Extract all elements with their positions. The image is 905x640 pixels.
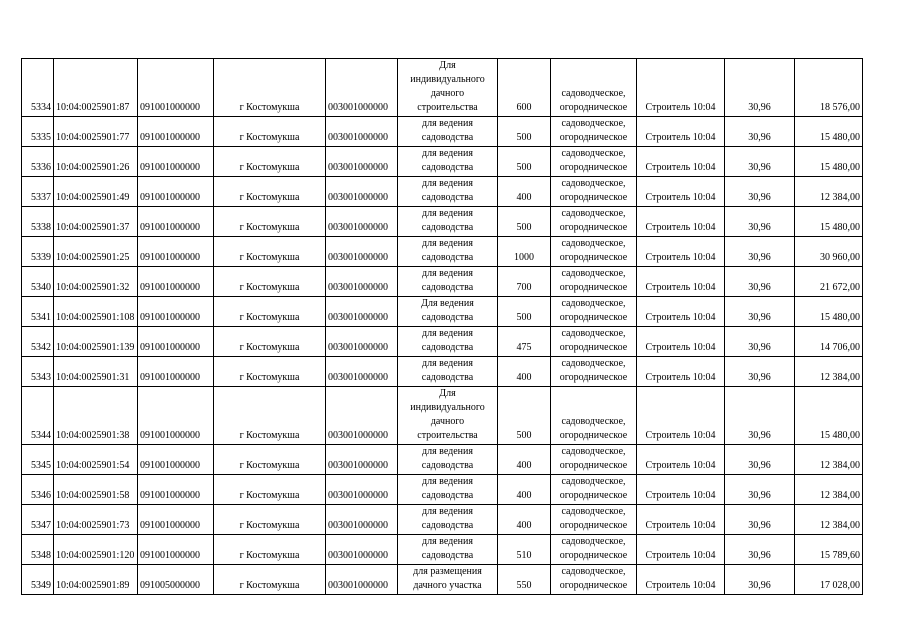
okato-code-cell: 091001000000 — [138, 327, 214, 357]
permitted-use-line: строительства — [417, 430, 478, 441]
cadastral-number-cell: 10:04:0025901:77 — [54, 117, 138, 147]
specific-value-cell: 30,96 — [725, 327, 795, 357]
category-line: садоводческое, — [561, 238, 626, 249]
category-cell — [551, 475, 637, 505]
permitted-use-line: для ведения — [422, 178, 473, 189]
row-number-cell: 5339 — [22, 237, 54, 267]
locality-cell: г Костомукша — [214, 237, 326, 267]
locality-cell: г Костомукша — [214, 445, 326, 475]
district-code-cell: 003001000000 — [326, 445, 398, 475]
category-line: садоводческое, — [561, 328, 626, 339]
permitted-use-line: для ведения — [422, 328, 473, 339]
row-number-cell: 5347 — [22, 505, 54, 535]
specific-value-cell: 30,96 — [725, 237, 795, 267]
specific-value-cell: 30,96 — [725, 117, 795, 147]
okato-code-cell: 091005000000 — [138, 565, 214, 595]
locality-cell: г Костомукша — [214, 535, 326, 565]
locality-cell: г Костомукша — [214, 505, 326, 535]
cadastral-value-cell: 15 480,00 — [795, 147, 863, 177]
okato-code-cell: 091001000000 — [138, 147, 214, 177]
row-number-cell: 5343 — [22, 357, 54, 387]
category-line: огородническое — [559, 550, 628, 561]
category-cell — [551, 59, 637, 117]
permitted-use-cell — [398, 535, 498, 565]
category-cell — [551, 237, 637, 267]
cadastral-number-cell: 10:04:0025901:32 — [54, 267, 138, 297]
area-cell: 510 — [498, 535, 551, 565]
row-number-cell: 5340 — [22, 267, 54, 297]
permitted-use-line: для ведения — [422, 358, 473, 369]
cadastral-number-cell: 10:04:0025901:89 — [54, 565, 138, 595]
cadastral-group-cell: Строитель 10:04 — [637, 117, 725, 147]
row-number-cell: 5346 — [22, 475, 54, 505]
permitted-use-line: для ведения — [422, 238, 473, 249]
area-cell: 400 — [498, 357, 551, 387]
district-code-cell: 003001000000 — [326, 267, 398, 297]
permitted-use-line: Для ведения — [421, 298, 474, 309]
category-cell — [551, 445, 637, 475]
cadastral-group-cell: Строитель 10:04 — [637, 445, 725, 475]
cadastral-value-cell: 15 480,00 — [795, 387, 863, 445]
table-row — [22, 177, 863, 207]
okato-code-cell: 091001000000 — [138, 297, 214, 327]
cadastral-number-cell: 10:04:0025901:139 — [54, 327, 138, 357]
row-number-cell: 5345 — [22, 445, 54, 475]
district-code-cell: 003001000000 — [326, 357, 398, 387]
cadastral-group-cell: Строитель 10:04 — [637, 237, 725, 267]
category-cell — [551, 207, 637, 237]
category-line: огородническое — [559, 282, 628, 293]
cadastral-number-cell: 10:04:0025901:87 — [54, 59, 138, 117]
permitted-use-line: садоводства — [421, 162, 474, 173]
permitted-use-line: строительства — [417, 102, 478, 113]
table-row — [22, 535, 863, 565]
category-cell — [551, 267, 637, 297]
table-row — [22, 207, 863, 237]
specific-value-cell: 30,96 — [725, 535, 795, 565]
district-code-cell: 003001000000 — [326, 297, 398, 327]
district-code-cell: 003001000000 — [326, 147, 398, 177]
area-cell: 500 — [498, 297, 551, 327]
cadastral-number-cell: 10:04:0025901:120 — [54, 535, 138, 565]
category-line: огородническое — [559, 252, 628, 263]
specific-value-cell: 30,96 — [725, 177, 795, 207]
okato-code-cell: 091001000000 — [138, 59, 214, 117]
locality-cell: г Костомукша — [214, 475, 326, 505]
category-line: садоводческое, — [561, 506, 626, 517]
district-code-cell: 003001000000 — [326, 237, 398, 267]
cadastral-number-cell: 10:04:0025901:37 — [54, 207, 138, 237]
row-number-cell: 5348 — [22, 535, 54, 565]
row-number-cell: 5337 — [22, 177, 54, 207]
locality-cell: г Костомукша — [214, 297, 326, 327]
category-line: огородническое — [559, 132, 628, 143]
category-cell — [551, 387, 637, 445]
specific-value-cell: 30,96 — [725, 357, 795, 387]
category-line: огородническое — [559, 102, 628, 113]
district-code-cell: 003001000000 — [326, 387, 398, 445]
category-line: огородническое — [559, 342, 628, 353]
specific-value-cell: 30,96 — [725, 207, 795, 237]
district-code-cell: 003001000000 — [326, 475, 398, 505]
row-number-cell: 5334 — [22, 59, 54, 117]
district-code-cell: 003001000000 — [326, 177, 398, 207]
category-line: огородническое — [559, 312, 628, 323]
cadastral-group-cell: Строитель 10:04 — [637, 147, 725, 177]
table-row — [22, 59, 863, 117]
category-line: садоводческое, — [561, 446, 626, 457]
table-row — [22, 237, 863, 267]
cadastral-value-cell: 12 384,00 — [795, 445, 863, 475]
specific-value-cell: 30,96 — [725, 445, 795, 475]
okato-code-cell: 091001000000 — [138, 267, 214, 297]
category-line: садоводческое, — [561, 208, 626, 219]
cadastral-group-cell: Строитель 10:04 — [637, 207, 725, 237]
cadastral-number-cell: 10:04:0025901:108 — [54, 297, 138, 327]
cadastral-number-cell: 10:04:0025901:26 — [54, 147, 138, 177]
cadastral-group-cell: Строитель 10:04 — [637, 59, 725, 117]
permitted-use-cell — [398, 565, 498, 595]
table-row — [22, 445, 863, 475]
table-row — [22, 505, 863, 535]
permitted-use-line: садоводства — [421, 192, 474, 203]
permitted-use-line: дачного — [430, 416, 465, 427]
category-line: садоводческое, — [561, 178, 626, 189]
table-row — [22, 475, 863, 505]
cadastral-value-cell: 15 480,00 — [795, 207, 863, 237]
table-row — [22, 297, 863, 327]
table-row — [22, 327, 863, 357]
category-line: огородническое — [559, 162, 628, 173]
category-cell — [551, 177, 637, 207]
category-line: садоводческое, — [561, 118, 626, 129]
cadastral-number-cell: 10:04:0025901:38 — [54, 387, 138, 445]
cadastral-group-cell: Строитель 10:04 — [637, 177, 725, 207]
cadastral-value-cell: 12 384,00 — [795, 505, 863, 535]
permitted-use-line: индивидуального — [410, 74, 485, 85]
cadastral-number-cell: 10:04:0025901:58 — [54, 475, 138, 505]
table-row — [22, 267, 863, 297]
okato-code-cell: 091001000000 — [138, 177, 214, 207]
permitted-use-line: для ведения — [422, 148, 473, 159]
permitted-use-line: садоводства — [421, 312, 474, 323]
row-number-cell: 5344 — [22, 387, 54, 445]
category-line: садоводческое, — [561, 416, 626, 427]
table-row — [22, 357, 863, 387]
category-cell — [551, 535, 637, 565]
cadastral-value-cell: 21 672,00 — [795, 267, 863, 297]
specific-value-cell: 30,96 — [725, 505, 795, 535]
permitted-use-line: дачного участка — [413, 580, 482, 591]
cadastral-group-cell: Строитель 10:04 — [637, 535, 725, 565]
permitted-use-line: дачного — [430, 88, 465, 99]
cadastral-group-cell: Строитель 10:04 — [637, 505, 725, 535]
permitted-use-line: для ведения — [422, 506, 473, 517]
specific-value-cell: 30,96 — [725, 565, 795, 595]
locality-cell: г Костомукша — [214, 207, 326, 237]
category-cell — [551, 147, 637, 177]
permitted-use-cell — [398, 237, 498, 267]
category-line: садоводческое, — [561, 298, 626, 309]
permitted-use-line: садоводства — [421, 550, 474, 561]
cadastral-value-cell: 14 706,00 — [795, 327, 863, 357]
okato-code-cell: 091001000000 — [138, 237, 214, 267]
okato-code-cell: 091001000000 — [138, 207, 214, 237]
district-code-cell: 003001000000 — [326, 117, 398, 147]
category-cell — [551, 117, 637, 147]
permitted-use-line: Для — [439, 388, 456, 399]
area-cell: 500 — [498, 117, 551, 147]
locality-cell: г Костомукша — [214, 565, 326, 595]
permitted-use-line: для ведения — [422, 476, 473, 487]
area-cell: 700 — [498, 267, 551, 297]
specific-value-cell: 30,96 — [725, 387, 795, 445]
cadastral-group-cell: Строитель 10:04 — [637, 297, 725, 327]
area-cell: 475 — [498, 327, 551, 357]
permitted-use-cell — [398, 59, 498, 117]
okato-code-cell: 091001000000 — [138, 475, 214, 505]
locality-cell: г Костомукша — [214, 147, 326, 177]
permitted-use-cell — [398, 387, 498, 445]
okato-code-cell: 091001000000 — [138, 505, 214, 535]
category-line: садоводческое, — [561, 268, 626, 279]
locality-cell: г Костомукша — [214, 117, 326, 147]
row-number-cell: 5349 — [22, 565, 54, 595]
cadastral-value-cell: 30 960,00 — [795, 237, 863, 267]
area-cell: 500 — [498, 387, 551, 445]
permitted-use-cell — [398, 177, 498, 207]
okato-code-cell: 091001000000 — [138, 445, 214, 475]
category-cell — [551, 327, 637, 357]
specific-value-cell: 30,96 — [725, 147, 795, 177]
cadastral-group-cell: Строитель 10:04 — [637, 327, 725, 357]
category-line: садоводческое, — [561, 88, 626, 99]
locality-cell: г Костомукша — [214, 357, 326, 387]
locality-cell: г Костомукша — [214, 177, 326, 207]
permitted-use-line: индивидуального — [410, 402, 485, 413]
okato-code-cell: 091001000000 — [138, 357, 214, 387]
area-cell: 400 — [498, 505, 551, 535]
specific-value-cell: 30,96 — [725, 59, 795, 117]
permitted-use-cell — [398, 207, 498, 237]
permitted-use-cell — [398, 147, 498, 177]
cadastral-number-cell: 10:04:0025901:54 — [54, 445, 138, 475]
permitted-use-cell — [398, 505, 498, 535]
row-number-cell: 5336 — [22, 147, 54, 177]
category-cell — [551, 565, 637, 595]
cadastral-group-cell: Строитель 10:04 — [637, 387, 725, 445]
table-body — [22, 59, 863, 595]
permitted-use-line: садоводства — [421, 222, 474, 233]
permitted-use-cell — [398, 445, 498, 475]
permitted-use-cell — [398, 327, 498, 357]
permitted-use-line: садоводства — [421, 490, 474, 501]
district-code-cell: 003001000000 — [326, 59, 398, 117]
okato-code-cell: 091001000000 — [138, 117, 214, 147]
permitted-use-cell — [398, 297, 498, 327]
specific-value-cell: 30,96 — [725, 267, 795, 297]
specific-value-cell: 30,96 — [725, 297, 795, 327]
cadastral-value-cell: 18 576,00 — [795, 59, 863, 117]
permitted-use-cell — [398, 357, 498, 387]
area-cell: 400 — [498, 475, 551, 505]
category-cell — [551, 357, 637, 387]
category-cell — [551, 505, 637, 535]
area-cell: 400 — [498, 177, 551, 207]
permitted-use-line: садоводства — [421, 282, 474, 293]
okato-code-cell: 091001000000 — [138, 535, 214, 565]
locality-cell: г Костомукша — [214, 267, 326, 297]
cadastral-number-cell: 10:04:0025901:49 — [54, 177, 138, 207]
permitted-use-line: садоводства — [421, 252, 474, 263]
cadastral-value-cell: 17 028,00 — [795, 565, 863, 595]
area-cell: 600 — [498, 59, 551, 117]
area-cell: 1000 — [498, 237, 551, 267]
cadastral-number-cell: 10:04:0025901:31 — [54, 357, 138, 387]
permitted-use-line: садоводства — [421, 342, 474, 353]
district-code-cell: 003001000000 — [326, 207, 398, 237]
table-row — [22, 565, 863, 595]
permitted-use-line: садоводства — [421, 520, 474, 531]
cadastral-number-cell: 10:04:0025901:25 — [54, 237, 138, 267]
category-line: садоводческое, — [561, 536, 626, 547]
permitted-use-line: для ведения — [422, 118, 473, 129]
permitted-use-line: для размещения — [413, 566, 482, 577]
category-line: огородническое — [559, 520, 628, 531]
land-registry-table — [21, 58, 863, 595]
district-code-cell: 003001000000 — [326, 327, 398, 357]
table-row — [22, 147, 863, 177]
okato-code-cell: 091001000000 — [138, 387, 214, 445]
category-line: садоводческое, — [561, 148, 626, 159]
permitted-use-line: для ведения — [422, 536, 473, 547]
district-code-cell: 003001000000 — [326, 505, 398, 535]
row-number-cell: 5342 — [22, 327, 54, 357]
cadastral-value-cell: 12 384,00 — [795, 475, 863, 505]
category-line: огородническое — [559, 222, 628, 233]
district-code-cell: 003001000000 — [326, 535, 398, 565]
table-row — [22, 117, 863, 147]
category-line: огородническое — [559, 372, 628, 383]
district-code-cell: 003001000000 — [326, 565, 398, 595]
permitted-use-cell — [398, 267, 498, 297]
cadastral-value-cell: 15 789,60 — [795, 535, 863, 565]
row-number-cell: 5338 — [22, 207, 54, 237]
category-line: огородническое — [559, 460, 628, 471]
area-cell: 500 — [498, 207, 551, 237]
cadastral-group-cell: Строитель 10:04 — [637, 267, 725, 297]
table-row — [22, 387, 863, 445]
cadastral-value-cell: 15 480,00 — [795, 117, 863, 147]
cadastral-value-cell: 12 384,00 — [795, 357, 863, 387]
cadastral-number-cell: 10:04:0025901:73 — [54, 505, 138, 535]
permitted-use-line: садоводства — [421, 132, 474, 143]
area-cell: 400 — [498, 445, 551, 475]
permitted-use-cell — [398, 117, 498, 147]
cadastral-group-cell: Строитель 10:04 — [637, 357, 725, 387]
permitted-use-line: садоводства — [421, 372, 474, 383]
category-line: огородническое — [559, 192, 628, 203]
area-cell: 500 — [498, 147, 551, 177]
category-line: огородническое — [559, 430, 628, 441]
permitted-use-cell — [398, 475, 498, 505]
permitted-use-line: для ведения — [422, 268, 473, 279]
locality-cell: г Костомукша — [214, 387, 326, 445]
permitted-use-line: садоводства — [421, 460, 474, 471]
category-line: садоводческое, — [561, 358, 626, 369]
permitted-use-line: для ведения — [422, 446, 473, 457]
row-number-cell: 5341 — [22, 297, 54, 327]
cadastral-group-cell: Строитель 10:04 — [637, 565, 725, 595]
row-number-cell: 5335 — [22, 117, 54, 147]
cadastral-value-cell: 12 384,00 — [795, 177, 863, 207]
category-cell — [551, 297, 637, 327]
permitted-use-line: Для — [439, 60, 456, 71]
category-line: садоводческое, — [561, 476, 626, 487]
category-line: садоводческое, — [561, 566, 626, 577]
cadastral-group-cell: Строитель 10:04 — [637, 475, 725, 505]
cadastral-value-cell: 15 480,00 — [795, 297, 863, 327]
locality-cell: г Костомукша — [214, 327, 326, 357]
area-cell: 550 — [498, 565, 551, 595]
category-line: огородническое — [559, 580, 628, 591]
locality-cell: г Костомукша — [214, 59, 326, 117]
specific-value-cell: 30,96 — [725, 475, 795, 505]
category-line: огородническое — [559, 490, 628, 501]
permitted-use-line: для ведения — [422, 208, 473, 219]
